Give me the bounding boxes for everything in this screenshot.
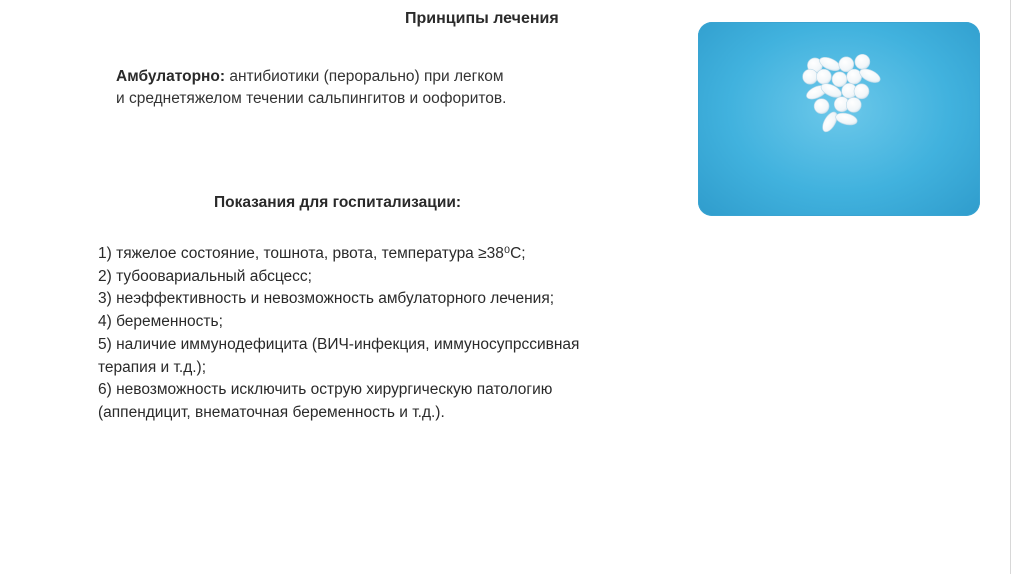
round-pill-icon <box>846 97 861 112</box>
ambulatory-text-line2: и среднетяжелом течении сальпингитов и оофоритов. <box>116 90 507 107</box>
round-pill-icon <box>803 69 818 84</box>
indication-line: 6) невозможность исключить острую хирургическую патологию <box>98 381 553 399</box>
round-pill-icon <box>847 69 862 84</box>
indication-line: терапия и т.д.); <box>98 358 207 376</box>
indication-line: 5) наличие иммунодефицита (ВИЧ-инфекция, иммуносупрссивная <box>98 335 580 353</box>
indication-line: 3) неэффективность и невозможность амбулаторного лечения; <box>98 290 555 308</box>
pills-heart-icon <box>698 22 980 216</box>
indication-line: (аппендицит, внематочная беременность и т.д.). <box>98 403 445 421</box>
indication-line: 2) тубоовариальный абсцесс; <box>98 267 312 285</box>
indication-line: 1) тяжелое состояние, тошнота, рвота, температура ≥38⁰С; <box>98 245 526 262</box>
ambulatory-paragraph <box>116 66 646 110</box>
round-pill-icon <box>855 54 870 69</box>
ambulatory-label: Амбулаторно: <box>116 68 226 85</box>
round-pill-icon <box>814 99 829 114</box>
slide-title: Принципы лечения <box>405 10 559 27</box>
pills-heart-image <box>698 22 980 216</box>
indication-line: 4) беременность; <box>98 313 223 331</box>
hospitalization-heading: Показания для госпитализации: <box>214 194 462 211</box>
slide-edge-divider <box>1010 0 1011 574</box>
ambulatory-text: антибиотики (перорально) при легком <box>225 68 504 85</box>
round-pill-icon <box>854 84 869 99</box>
round-pill-icon <box>816 69 831 84</box>
indications-list <box>98 243 738 425</box>
capsule-pill-icon <box>834 111 858 127</box>
